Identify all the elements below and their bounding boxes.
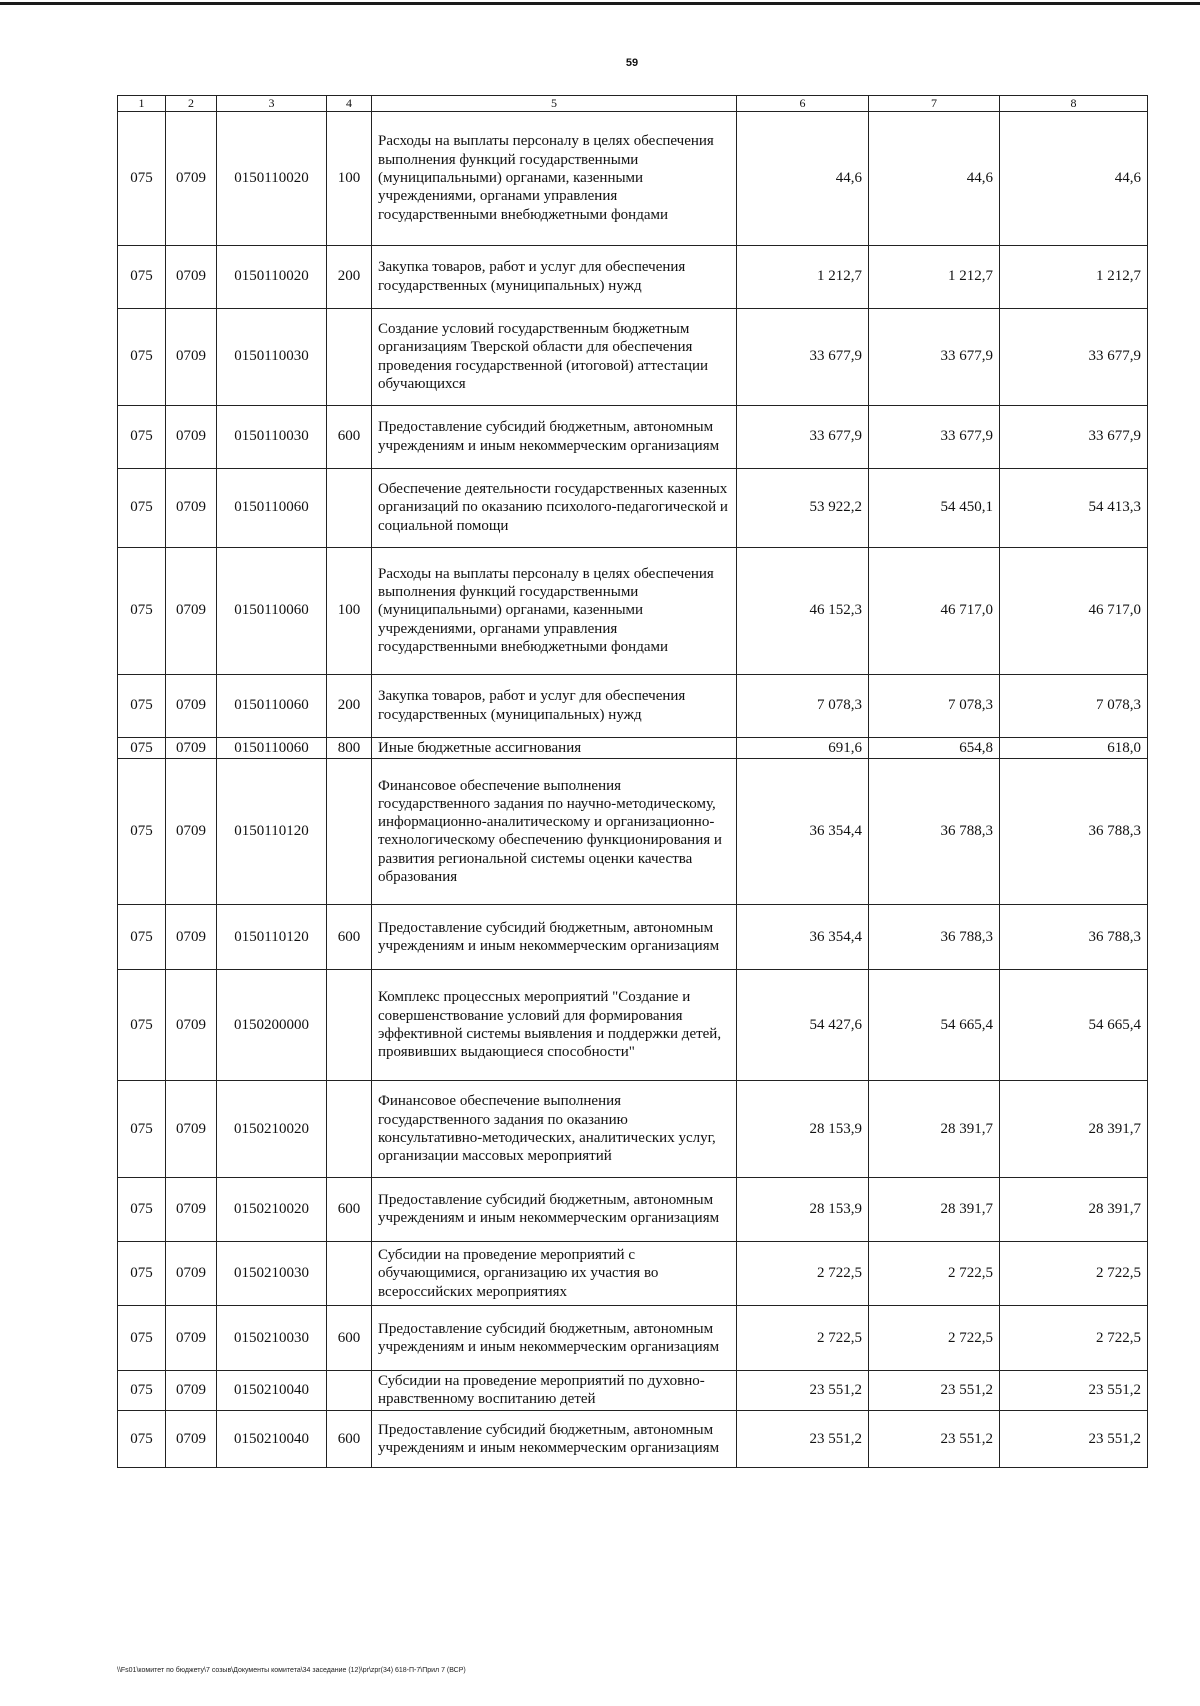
- page-number: 59: [625, 57, 639, 69]
- item-description: Предоставление субсидий бюджетным, автономным учреждениям и иным некоммерческим организациям: [372, 1410, 737, 1467]
- table-row: [118, 245, 1148, 308]
- amount-year-1: 28 153,9: [737, 1177, 869, 1241]
- section-code: 0709: [166, 1241, 217, 1305]
- target-article-code: 0150110060: [217, 468, 327, 547]
- section-code: 0709: [166, 1410, 217, 1467]
- expense-type-code: 200: [327, 245, 372, 308]
- amount-year-3: 33 677,9: [1000, 308, 1148, 405]
- item-description: Предоставление субсидий бюджетным, автономным учреждениям и иным некоммерческим организациям: [372, 405, 737, 468]
- scan-top-edge: [0, 2, 1200, 5]
- amount-year-1: 2 722,5: [737, 1241, 869, 1305]
- amount-year-3: 28 391,7: [1000, 1177, 1148, 1241]
- target-article-code: 0150110030: [217, 308, 327, 405]
- column-number-row: [118, 96, 1148, 112]
- department-code: 075: [118, 468, 166, 547]
- amount-year-1: 53 922,2: [737, 468, 869, 547]
- department-code: 075: [118, 1370, 166, 1410]
- table-row: [118, 405, 1148, 468]
- amount-year-3: 36 788,3: [1000, 758, 1148, 904]
- amount-year-1: 33 677,9: [737, 308, 869, 405]
- department-code: 075: [118, 111, 166, 245]
- department-code: 075: [118, 1410, 166, 1467]
- column-header: 4: [327, 96, 372, 112]
- amount-year-2: 28 391,7: [869, 1177, 1000, 1241]
- table-row: [118, 737, 1148, 758]
- section-code: 0709: [166, 969, 217, 1080]
- target-article-code: 0150210030: [217, 1241, 327, 1305]
- expense-type-code: [327, 468, 372, 547]
- item-description: Закупка товаров, работ и услуг для обеспечения государственных (муниципальных) нужд: [372, 674, 737, 737]
- table-row: [118, 1370, 1148, 1410]
- amount-year-2: 1 212,7: [869, 245, 1000, 308]
- item-description: Комплекс процессных мероприятий "Создание и совершенствование условий для формирования эффективной системы выявления и поддержки детей, проявивших выдающиеся способности": [372, 969, 737, 1080]
- expense-type-code: [327, 1080, 372, 1177]
- table-row: [118, 758, 1148, 904]
- amount-year-2: 36 788,3: [869, 904, 1000, 969]
- department-code: 075: [118, 1241, 166, 1305]
- expense-type-code: [327, 969, 372, 1080]
- item-description: Расходы на выплаты персоналу в целях обеспечения выполнения функций государственными (муниципальными) органами, казенными учреждениями, органами управления государственными внебюджетными фондами: [372, 111, 737, 245]
- amount-year-3: 7 078,3: [1000, 674, 1148, 737]
- department-code: 075: [118, 1177, 166, 1241]
- table-row: [118, 969, 1148, 1080]
- section-code: 0709: [166, 1305, 217, 1370]
- amount-year-2: 2 722,5: [869, 1305, 1000, 1370]
- expense-type-code: 100: [327, 111, 372, 245]
- amount-year-1: 36 354,4: [737, 904, 869, 969]
- expense-type-code: [327, 1241, 372, 1305]
- column-header: 1: [118, 96, 166, 112]
- amount-year-1: 23 551,2: [737, 1410, 869, 1467]
- amount-year-2: 23 551,2: [869, 1370, 1000, 1410]
- target-article-code: 0150210040: [217, 1370, 327, 1410]
- table-row: [118, 674, 1148, 737]
- amount-year-1: 54 427,6: [737, 969, 869, 1080]
- item-description: Предоставление субсидий бюджетным, автономным учреждениям и иным некоммерческим организациям: [372, 1177, 737, 1241]
- amount-year-2: 33 677,9: [869, 308, 1000, 405]
- department-code: 075: [118, 737, 166, 758]
- expense-type-code: 600: [327, 1177, 372, 1241]
- amount-year-2: 28 391,7: [869, 1080, 1000, 1177]
- section-code: 0709: [166, 308, 217, 405]
- table-row: [118, 1080, 1148, 1177]
- amount-year-1: 7 078,3: [737, 674, 869, 737]
- column-header: 2: [166, 96, 217, 112]
- section-code: 0709: [166, 904, 217, 969]
- section-code: 0709: [166, 547, 217, 674]
- amount-year-2: 23 551,2: [869, 1410, 1000, 1467]
- amount-year-3: 23 551,2: [1000, 1370, 1148, 1410]
- column-header: 5: [372, 96, 737, 112]
- amount-year-3: 46 717,0: [1000, 547, 1148, 674]
- item-description: Субсидии на проведение мероприятий с обучающимися, организацию их участия во всероссийских мероприятиях: [372, 1241, 737, 1305]
- file-path-footer: \\Fs01\комитет по бюджету\7 созыв\Документы комитета\34 заседание (12)\pr\zpr(34) 618-П-7\Прил 7 (ВСР): [117, 1667, 466, 1674]
- amount-year-1: 1 212,7: [737, 245, 869, 308]
- amount-year-3: 44,6: [1000, 111, 1148, 245]
- table-row: [118, 1410, 1148, 1467]
- table-row: [118, 904, 1148, 969]
- amount-year-3: 28 391,7: [1000, 1080, 1148, 1177]
- department-code: 075: [118, 308, 166, 405]
- column-header: 6: [737, 96, 869, 112]
- section-code: 0709: [166, 468, 217, 547]
- department-code: 075: [118, 405, 166, 468]
- department-code: 075: [118, 758, 166, 904]
- amount-year-1: 23 551,2: [737, 1370, 869, 1410]
- amount-year-2: 36 788,3: [869, 758, 1000, 904]
- target-article-code: 0150110060: [217, 547, 327, 674]
- amount-year-2: 2 722,5: [869, 1241, 1000, 1305]
- expense-type-code: [327, 758, 372, 904]
- item-description: Предоставление субсидий бюджетным, автономным учреждениям и иным некоммерческим организациям: [372, 904, 737, 969]
- target-article-code: 0150110060: [217, 737, 327, 758]
- section-code: 0709: [166, 111, 217, 245]
- column-header: 7: [869, 96, 1000, 112]
- expense-type-code: 600: [327, 904, 372, 969]
- target-article-code: 0150210020: [217, 1177, 327, 1241]
- budget-table: [117, 95, 1148, 1468]
- expense-type-code: 600: [327, 1305, 372, 1370]
- department-code: 075: [118, 674, 166, 737]
- expense-type-code: 200: [327, 674, 372, 737]
- target-article-code: 0150110020: [217, 245, 327, 308]
- expense-type-code: 100: [327, 547, 372, 674]
- amount-year-3: 23 551,2: [1000, 1410, 1148, 1467]
- department-code: 075: [118, 969, 166, 1080]
- table-row: [118, 1177, 1148, 1241]
- target-article-code: 0150210030: [217, 1305, 327, 1370]
- section-code: 0709: [166, 737, 217, 758]
- expense-type-code: [327, 308, 372, 405]
- target-article-code: 0150200000: [217, 969, 327, 1080]
- table-row: [118, 1305, 1148, 1370]
- amount-year-2: 33 677,9: [869, 405, 1000, 468]
- amount-year-2: 54 450,1: [869, 468, 1000, 547]
- amount-year-2: 44,6: [869, 111, 1000, 245]
- section-code: 0709: [166, 1370, 217, 1410]
- table-row: [118, 468, 1148, 547]
- item-description: Обеспечение деятельности государственных казенных организаций по оказанию психолого-педагогической и социальной помощи: [372, 468, 737, 547]
- amount-year-3: 2 722,5: [1000, 1241, 1148, 1305]
- amount-year-1: 28 153,9: [737, 1080, 869, 1177]
- amount-year-2: 54 665,4: [869, 969, 1000, 1080]
- section-code: 0709: [166, 245, 217, 308]
- amount-year-3: 54 665,4: [1000, 969, 1148, 1080]
- item-description: Закупка товаров, работ и услуг для обеспечения государственных (муниципальных) нужд: [372, 245, 737, 308]
- table-row: [118, 547, 1148, 674]
- column-header: 3: [217, 96, 327, 112]
- item-description: Создание условий государственным бюджетным организациям Тверской области для обеспечения проведения государственной (итоговой) аттестации обучающихся: [372, 308, 737, 405]
- target-article-code: 0150110120: [217, 904, 327, 969]
- item-description: Субсидии на проведение мероприятий по духовно-нравственному воспитанию детей: [372, 1370, 737, 1410]
- amount-year-1: 36 354,4: [737, 758, 869, 904]
- expense-type-code: 600: [327, 1410, 372, 1467]
- target-article-code: 0150110120: [217, 758, 327, 904]
- amount-year-3: 54 413,3: [1000, 468, 1148, 547]
- department-code: 075: [118, 1305, 166, 1370]
- section-code: 0709: [166, 758, 217, 904]
- department-code: 075: [118, 904, 166, 969]
- target-article-code: 0150210040: [217, 1410, 327, 1467]
- section-code: 0709: [166, 674, 217, 737]
- section-code: 0709: [166, 405, 217, 468]
- amount-year-3: 36 788,3: [1000, 904, 1148, 969]
- expense-type-code: [327, 1370, 372, 1410]
- item-description: Иные бюджетные ассигнования: [372, 737, 737, 758]
- item-description: Финансовое обеспечение выполнения государственного задания по научно-методическому, информационно-аналитическому и организационно-технологическому обеспечению функционирования и развития региональной системы оценки качества образования: [372, 758, 737, 904]
- amount-year-3: 618,0: [1000, 737, 1148, 758]
- table-row: [118, 111, 1148, 245]
- department-code: 075: [118, 547, 166, 674]
- item-description: Предоставление субсидий бюджетным, автономным учреждениям и иным некоммерческим организациям: [372, 1305, 737, 1370]
- amount-year-3: 33 677,9: [1000, 405, 1148, 468]
- item-description: Финансовое обеспечение выполнения государственного задания по оказанию консультативно-методических, аналитических услуг, организации массовых мероприятий: [372, 1080, 737, 1177]
- column-header: 8: [1000, 96, 1148, 112]
- target-article-code: 0150110020: [217, 111, 327, 245]
- amount-year-1: 2 722,5: [737, 1305, 869, 1370]
- target-article-code: 0150110060: [217, 674, 327, 737]
- expense-type-code: 800: [327, 737, 372, 758]
- target-article-code: 0150110030: [217, 405, 327, 468]
- amount-year-1: 691,6: [737, 737, 869, 758]
- amount-year-3: 2 722,5: [1000, 1305, 1148, 1370]
- expense-type-code: 600: [327, 405, 372, 468]
- target-article-code: 0150210020: [217, 1080, 327, 1177]
- section-code: 0709: [166, 1177, 217, 1241]
- table-row: [118, 308, 1148, 405]
- amount-year-2: 654,8: [869, 737, 1000, 758]
- amount-year-1: 46 152,3: [737, 547, 869, 674]
- department-code: 075: [118, 1080, 166, 1177]
- table-row: [118, 1241, 1148, 1305]
- amount-year-2: 46 717,0: [869, 547, 1000, 674]
- department-code: 075: [118, 245, 166, 308]
- item-description: Расходы на выплаты персоналу в целях обеспечения выполнения функций государственными (муниципальными) органами, казенными учреждениями, органами управления государственными внебюджетными фондами: [372, 547, 737, 674]
- section-code: 0709: [166, 1080, 217, 1177]
- amount-year-3: 1 212,7: [1000, 245, 1148, 308]
- amount-year-2: 7 078,3: [869, 674, 1000, 737]
- amount-year-1: 33 677,9: [737, 405, 869, 468]
- amount-year-1: 44,6: [737, 111, 869, 245]
